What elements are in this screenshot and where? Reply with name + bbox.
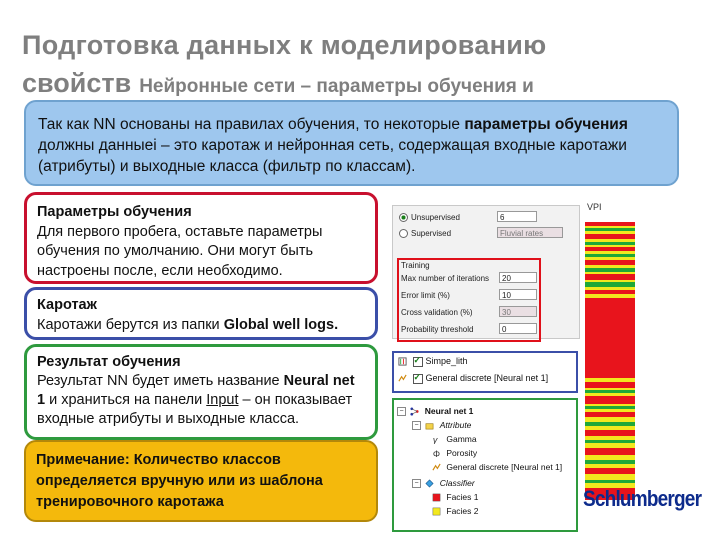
strip-band bbox=[585, 440, 635, 443]
svg-text:Φ: Φ bbox=[432, 449, 441, 459]
classifier-icon bbox=[425, 479, 434, 488]
intro-text-1: Так как NN основаны на правилах обучения, то некоторые bbox=[38, 116, 465, 133]
tree-node-classifier[interactable] bbox=[412, 478, 475, 488]
note-callout bbox=[24, 440, 378, 522]
strip-band bbox=[585, 430, 635, 436]
slide-title-sub: Нейронные сети – параметры обучения и bbox=[139, 76, 534, 97]
error-limit-label: Error limit (%) bbox=[401, 291, 450, 300]
error-limit-field[interactable]: 10 bbox=[499, 289, 537, 300]
facies-log-strip bbox=[585, 200, 635, 500]
discrete-log-icon bbox=[398, 374, 407, 383]
strip-band bbox=[585, 260, 635, 265]
training-result-heading: Результат обучения bbox=[37, 354, 181, 370]
strip-red-block bbox=[585, 298, 635, 378]
cross-validation-field[interactable]: 30 bbox=[499, 306, 537, 317]
strip-band bbox=[585, 382, 635, 388]
max-iterations-label: Max number of iterations bbox=[401, 274, 490, 283]
strip-band bbox=[585, 480, 635, 483]
strip-band bbox=[585, 390, 635, 393]
strip-band bbox=[585, 448, 635, 455]
neural-net-icon bbox=[410, 407, 419, 416]
neural-net-tree-panel bbox=[392, 398, 578, 532]
logs-body: Каротажи берутся из папки bbox=[37, 316, 224, 333]
training-params-panel bbox=[392, 205, 580, 339]
result-text-2: и храниться на панели bbox=[45, 392, 207, 408]
probability-threshold-field[interactable]: 0 bbox=[499, 323, 537, 334]
strip-band bbox=[585, 268, 635, 272]
tree-node-neural-net[interactable] bbox=[397, 406, 473, 416]
slide-title-line1: Подготовка данных к моделированию bbox=[22, 30, 547, 60]
max-iterations-field[interactable]: 20 bbox=[499, 272, 537, 283]
general-discrete-attr-label: General discrete [Neural net 1] bbox=[446, 462, 563, 472]
training-params-body: Для первого пробега, оставьте параметры обучения по умолчанию. Они могут быть настроены после, если необходимо. bbox=[37, 223, 323, 279]
attribute-folder-icon bbox=[425, 421, 434, 430]
result-text-1: Результат NN будет иметь название bbox=[37, 373, 284, 389]
tree-item-gamma[interactable] bbox=[432, 434, 477, 444]
strip-band bbox=[585, 254, 635, 257]
facies-1-label: Facies 1 bbox=[446, 492, 479, 502]
unsupervised-classes-field[interactable]: 6 bbox=[497, 211, 537, 222]
tree-item-simple-lith[interactable] bbox=[398, 356, 468, 367]
result-text-3: – он показывает входные атрибуты и выходные класса. bbox=[37, 392, 353, 427]
tree-item-general-discrete[interactable] bbox=[398, 373, 548, 384]
facies-2-label: Facies 2 bbox=[446, 506, 479, 516]
cross-validation-label: Cross validation (%) bbox=[401, 308, 473, 317]
strip-band bbox=[585, 222, 635, 226]
strip-band bbox=[585, 242, 635, 245]
intro-text-2: должны данныеі – это каротаж и нейронная сеть, содержащая входные каротажи (атрибуты) и выходные класса (фильтр по классам). bbox=[38, 137, 627, 175]
training-result-callout bbox=[24, 344, 378, 440]
slide-title-line2 bbox=[22, 68, 534, 99]
result-input-link[interactable]: Input bbox=[206, 392, 239, 408]
supervised-template-field[interactable]: Fluvial rates bbox=[497, 227, 563, 238]
supervised-radio[interactable] bbox=[399, 229, 408, 238]
strip-band bbox=[585, 290, 635, 294]
strip-band bbox=[585, 274, 635, 280]
result-text-bold: Neural net 1 bbox=[37, 373, 355, 408]
tree-item-general-discrete-attr[interactable] bbox=[432, 462, 562, 472]
classifier-label: Classifier bbox=[439, 478, 475, 488]
logs-body-bold: Global well logs. bbox=[223, 316, 339, 333]
note-text: Примечание: Количество классов определяется вручную или из шаблона тренировочного каротажа bbox=[36, 452, 323, 510]
probability-threshold-label: Probability threshold bbox=[401, 325, 474, 334]
tree-item-facies-1[interactable] bbox=[432, 492, 479, 502]
strip-band bbox=[585, 234, 635, 239]
training-group-label: Training bbox=[401, 261, 430, 270]
neural-net-label: Neural net 1 bbox=[424, 406, 474, 416]
input-tree-panel bbox=[392, 351, 578, 393]
collapse-icon[interactable]: − bbox=[412, 421, 421, 430]
simple-lith-label: Simpe_lith bbox=[425, 356, 468, 366]
strip-band bbox=[585, 228, 635, 231]
intro-callout bbox=[24, 100, 679, 186]
strip-band bbox=[585, 406, 635, 409]
logs-heading: Каротаж bbox=[37, 297, 97, 313]
intro-text-bold: параметры обучения bbox=[464, 116, 628, 133]
attribute-label: Attribute bbox=[439, 420, 472, 430]
strip-band bbox=[585, 422, 635, 426]
schlumberger-logo: Schlumberger bbox=[583, 487, 702, 512]
svg-text:γ: γ bbox=[432, 435, 438, 445]
unsupervised-option[interactable] bbox=[399, 213, 460, 222]
strip-band bbox=[585, 282, 635, 287]
porosity-icon bbox=[432, 449, 441, 458]
strip-band bbox=[585, 247, 635, 251]
gamma-icon bbox=[432, 435, 441, 444]
tree-item-facies-2[interactable] bbox=[432, 506, 479, 516]
tree-node-attribute[interactable] bbox=[412, 420, 471, 430]
collapse-icon[interactable]: − bbox=[412, 479, 421, 488]
strip-band bbox=[585, 412, 635, 417]
supervised-option[interactable] bbox=[399, 229, 451, 238]
unsupervised-label: Unsupervised bbox=[411, 213, 460, 222]
logs-callout bbox=[24, 287, 378, 340]
discrete-log-icon bbox=[432, 463, 441, 472]
training-params-callout bbox=[24, 192, 378, 284]
collapse-icon[interactable]: − bbox=[397, 407, 406, 416]
slide-title-main: свойств bbox=[22, 68, 132, 98]
general-discrete-checkbox[interactable] bbox=[413, 374, 423, 384]
gamma-label: Gamma bbox=[446, 434, 477, 444]
training-params-heading: Параметры обучения bbox=[37, 204, 192, 220]
strip-band bbox=[585, 396, 635, 404]
strip-band bbox=[585, 468, 635, 474]
porosity-label: Porosity bbox=[446, 448, 478, 458]
supervised-label: Supervised bbox=[411, 229, 452, 238]
training-group bbox=[397, 258, 541, 342]
tree-item-porosity[interactable] bbox=[432, 448, 477, 458]
strip-band bbox=[585, 460, 635, 464]
strip-header-mark: VPI bbox=[587, 202, 602, 212]
simple-lith-checkbox[interactable] bbox=[413, 357, 423, 367]
general-discrete-label: General discrete [Neural net 1] bbox=[425, 373, 549, 383]
facies-icon bbox=[432, 493, 441, 502]
log-icon bbox=[398, 357, 407, 366]
unsupervised-radio[interactable] bbox=[399, 213, 408, 222]
facies-icon bbox=[432, 507, 441, 516]
